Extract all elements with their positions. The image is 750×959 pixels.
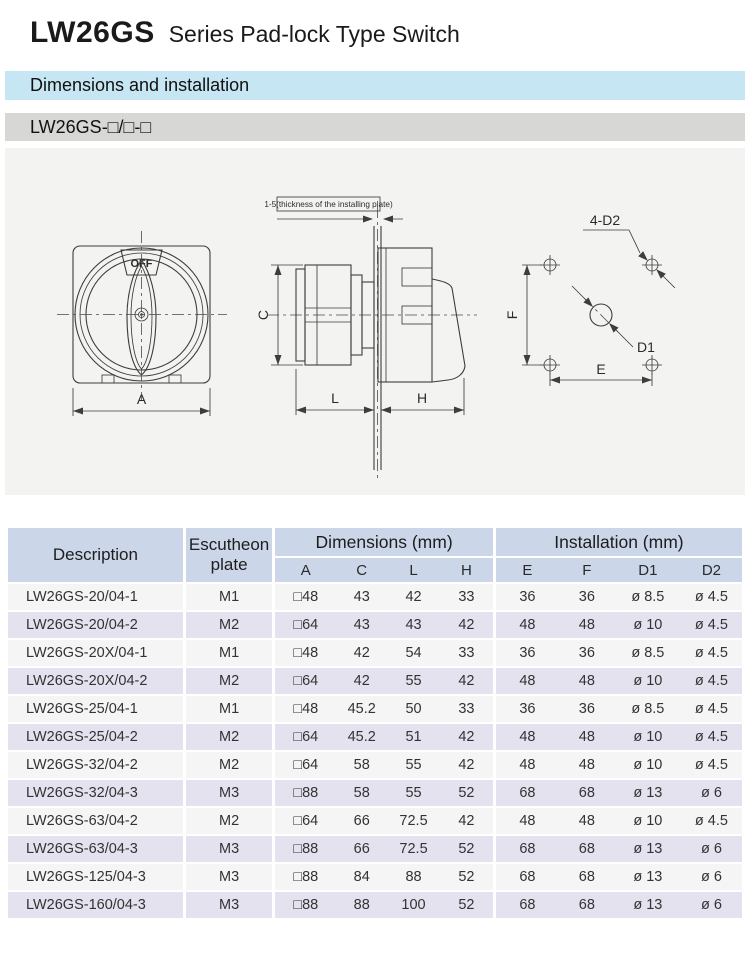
front-view-drawing <box>57 231 227 416</box>
cell-a: □88 <box>275 836 336 864</box>
dim-d2-label: 4-D2 <box>589 212 621 228</box>
cell-l: 51 <box>387 724 440 752</box>
cell-f: 36 <box>559 584 615 612</box>
cell-desc: LW26GS-20/04-2 <box>8 612 186 640</box>
cell-c: 58 <box>336 780 387 808</box>
cell-a: □64 <box>275 724 336 752</box>
col-header-d1: D1 <box>615 558 681 584</box>
col-header-l: L <box>387 558 440 584</box>
cell-d1: ø 13 <box>615 836 681 864</box>
cell-desc: LW26GS-25/04-1 <box>8 696 186 724</box>
table-row <box>8 696 742 724</box>
cell-c: 88 <box>336 892 387 920</box>
cell-d2: ø 4.5 <box>681 640 742 668</box>
cell-d2: ø 6 <box>681 780 742 808</box>
cell-l: 50 <box>387 696 440 724</box>
cell-plate: M1 <box>186 696 275 724</box>
cell-d2: ø 4.5 <box>681 584 742 612</box>
series-code: LW26GS <box>30 16 155 49</box>
table-row <box>8 752 742 780</box>
cell-c: 66 <box>336 808 387 836</box>
cell-e: 48 <box>496 808 559 836</box>
cell-e: 36 <box>496 584 559 612</box>
cell-f: 36 <box>559 640 615 668</box>
cell-d2: ø 6 <box>681 892 742 920</box>
cell-l: 43 <box>387 612 440 640</box>
cell-e: 48 <box>496 612 559 640</box>
cell-desc: LW26GS-25/04-2 <box>8 724 186 752</box>
cell-c: 43 <box>336 584 387 612</box>
cell-a: □64 <box>275 668 336 696</box>
model-code-banner <box>5 113 745 141</box>
cell-desc: LW26GS-32/04-2 <box>8 752 186 780</box>
dim-c-label: C <box>255 309 271 321</box>
off-position-label: OFF <box>130 258 153 270</box>
table-row <box>8 724 742 752</box>
cell-f: 68 <box>559 836 615 864</box>
cell-plate: M3 <box>186 864 275 892</box>
cell-a: □88 <box>275 780 336 808</box>
cell-f: 68 <box>559 892 615 920</box>
cell-plate: M2 <box>186 724 275 752</box>
cell-plate: M2 <box>186 808 275 836</box>
cell-f: 48 <box>559 724 615 752</box>
spec-table-section <box>8 528 742 920</box>
cell-plate: M3 <box>186 836 275 864</box>
col-header-c: C <box>336 558 387 584</box>
col-group-installation: Installation (mm) <box>496 528 742 558</box>
cell-d1: ø 8.5 <box>615 696 681 724</box>
col-header-a: A <box>275 558 336 584</box>
dim-h-label: H <box>416 390 428 406</box>
cell-d1: ø 10 <box>615 724 681 752</box>
cell-c: 45.2 <box>336 696 387 724</box>
cell-f: 48 <box>559 752 615 780</box>
cell-l: 72.5 <box>387 836 440 864</box>
table-row <box>8 668 742 696</box>
cell-d2: ø 4.5 <box>681 752 742 780</box>
cell-desc: LW26GS-63/04-2 <box>8 808 186 836</box>
cell-h: 52 <box>440 780 496 808</box>
cell-a: □48 <box>275 584 336 612</box>
cell-f: 68 <box>559 864 615 892</box>
page-title <box>0 0 750 52</box>
cell-e: 48 <box>496 724 559 752</box>
cell-a: □64 <box>275 808 336 836</box>
col-header-f: F <box>559 558 615 584</box>
cell-c: 42 <box>336 668 387 696</box>
cell-desc: LW26GS-63/04-3 <box>8 836 186 864</box>
cell-e: 36 <box>496 640 559 668</box>
cell-a: □48 <box>275 696 336 724</box>
cell-h: 33 <box>440 584 496 612</box>
spec-table-body <box>8 584 742 920</box>
table-row <box>8 864 742 892</box>
cell-plate: M3 <box>186 780 275 808</box>
dim-e-label: E <box>596 361 606 377</box>
cell-plate: M2 <box>186 752 275 780</box>
cell-c: 66 <box>336 836 387 864</box>
cell-e: 68 <box>496 780 559 808</box>
cell-a: □88 <box>275 892 336 920</box>
dim-d1-label: D1 <box>637 339 655 355</box>
model-code-label: LW26GS-□/□-□ <box>30 117 152 137</box>
table-row <box>8 612 742 640</box>
table-row <box>8 584 742 612</box>
cell-h: 33 <box>440 640 496 668</box>
cell-d1: ø 13 <box>615 864 681 892</box>
cell-desc: LW26GS-20X/04-1 <box>8 640 186 668</box>
cell-f: 68 <box>559 780 615 808</box>
technical-drawing-panel <box>5 148 745 495</box>
cell-l: 55 <box>387 780 440 808</box>
cell-l: 42 <box>387 584 440 612</box>
cell-e: 48 <box>496 668 559 696</box>
cell-e: 36 <box>496 696 559 724</box>
plate-thickness-note: 1-5(thickness of the installing plate) <box>264 200 393 209</box>
cell-h: 52 <box>440 836 496 864</box>
cell-e: 68 <box>496 892 559 920</box>
cell-desc: LW26GS-125/04-3 <box>8 864 186 892</box>
cell-a: □88 <box>275 864 336 892</box>
cell-plate: M1 <box>186 640 275 668</box>
cell-plate: M2 <box>186 612 275 640</box>
cell-a: □64 <box>275 752 336 780</box>
cell-d1: ø 8.5 <box>615 640 681 668</box>
dim-l-label: L <box>331 390 339 406</box>
cell-d2: ø 4.5 <box>681 724 742 752</box>
cell-d1: ø 10 <box>615 808 681 836</box>
cell-h: 42 <box>440 752 496 780</box>
cell-a: □64 <box>275 612 336 640</box>
col-header-d2: D2 <box>681 558 742 584</box>
table-row <box>8 780 742 808</box>
cell-d2: ø 6 <box>681 864 742 892</box>
dim-f-label: F <box>504 310 520 320</box>
series-subtitle: Series Pad-lock Type Switch <box>168 21 460 47</box>
cell-d1: ø 10 <box>615 668 681 696</box>
cell-e: 68 <box>496 864 559 892</box>
cell-h: 33 <box>440 696 496 724</box>
cell-h: 42 <box>440 808 496 836</box>
cell-l: 100 <box>387 892 440 920</box>
cell-d2: ø 6 <box>681 836 742 864</box>
table-row <box>8 892 742 920</box>
cell-d1: ø 8.5 <box>615 584 681 612</box>
cell-l: 55 <box>387 752 440 780</box>
cell-desc: LW26GS-20X/04-2 <box>8 668 186 696</box>
col-header-description: Description <box>8 528 186 584</box>
cell-d1: ø 13 <box>615 892 681 920</box>
cell-f: 48 <box>559 612 615 640</box>
cell-h: 52 <box>440 892 496 920</box>
cell-e: 68 <box>496 836 559 864</box>
col-header-h: H <box>440 558 496 584</box>
cell-h: 42 <box>440 612 496 640</box>
hole-pattern-drawing <box>504 212 675 386</box>
cell-desc: LW26GS-160/04-3 <box>8 892 186 920</box>
cell-d1: ø 10 <box>615 612 681 640</box>
dim-a-label: A <box>136 391 147 407</box>
cell-plate: M2 <box>186 668 275 696</box>
cell-a: □48 <box>275 640 336 668</box>
side-view-drawing <box>255 197 477 480</box>
cell-h: 52 <box>440 864 496 892</box>
cell-c: 58 <box>336 752 387 780</box>
cell-d2: ø 4.5 <box>681 612 742 640</box>
cell-d2: ø 4.5 <box>681 668 742 696</box>
table-row <box>8 640 742 668</box>
cell-c: 43 <box>336 612 387 640</box>
cell-d1: ø 10 <box>615 752 681 780</box>
table-row <box>8 836 742 864</box>
cell-d2: ø 4.5 <box>681 808 742 836</box>
col-group-dimensions: Dimensions (mm) <box>275 528 496 558</box>
cell-f: 48 <box>559 668 615 696</box>
cell-desc: LW26GS-20/04-1 <box>8 584 186 612</box>
cell-h: 42 <box>440 724 496 752</box>
cell-plate: M1 <box>186 584 275 612</box>
cell-plate: M3 <box>186 892 275 920</box>
cell-l: 54 <box>387 640 440 668</box>
cell-f: 48 <box>559 808 615 836</box>
cell-c: 84 <box>336 864 387 892</box>
cell-l: 72.5 <box>387 808 440 836</box>
table-row <box>8 808 742 836</box>
cell-desc: LW26GS-32/04-3 <box>8 780 186 808</box>
cell-f: 36 <box>559 696 615 724</box>
cell-d1: ø 13 <box>615 780 681 808</box>
cell-d2: ø 4.5 <box>681 696 742 724</box>
cell-e: 48 <box>496 752 559 780</box>
cell-c: 42 <box>336 640 387 668</box>
cell-l: 88 <box>387 864 440 892</box>
col-header-e: E <box>496 558 559 584</box>
cell-h: 42 <box>440 668 496 696</box>
technical-drawing <box>5 148 745 495</box>
col-header-escutcheon-plate: Escutheon plate <box>186 528 275 584</box>
section-banner-label: Dimensions and installation <box>30 75 250 95</box>
spec-table-header <box>8 528 742 584</box>
cell-c: 45.2 <box>336 724 387 752</box>
section-banner <box>5 71 745 100</box>
cell-l: 55 <box>387 668 440 696</box>
spec-table <box>8 528 742 920</box>
